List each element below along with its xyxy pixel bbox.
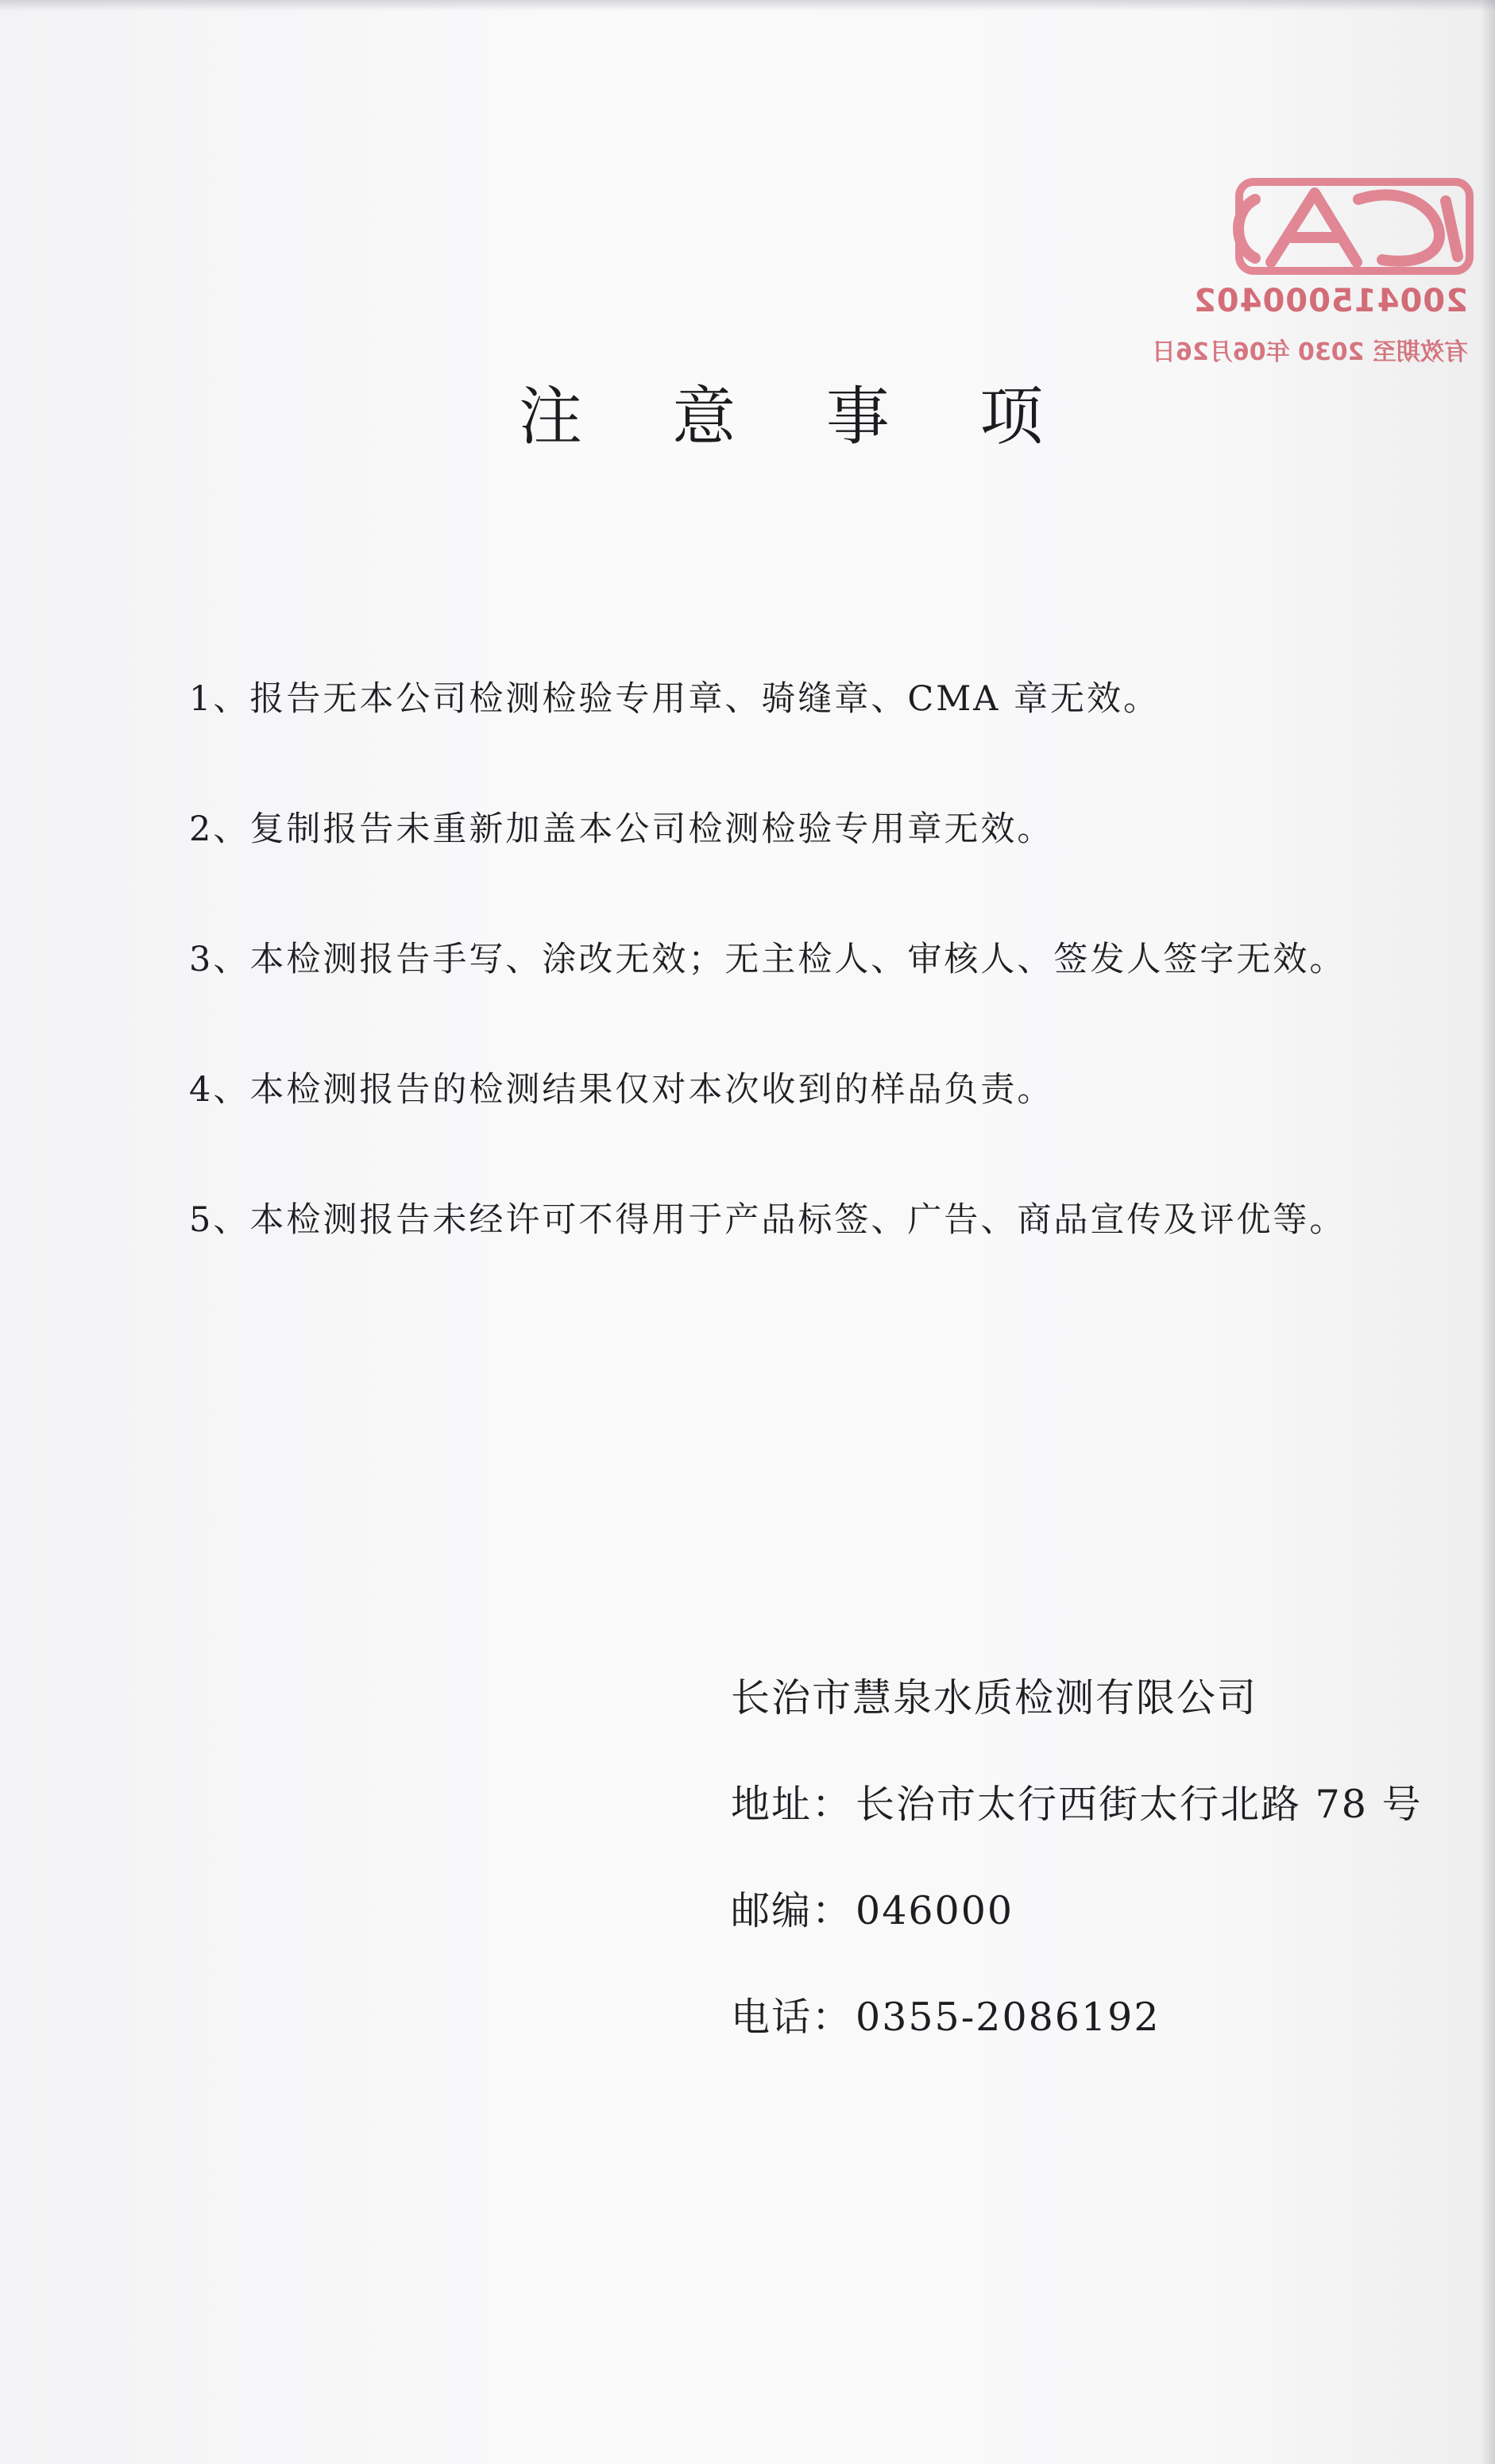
postcode-value: 046000	[856, 1888, 1014, 1933]
notice-item-2: 2、复制报告未重新加盖本公司检测检验专用章无效。	[189, 809, 1054, 849]
notice-item-5: 5、本检测报告未经许可不得用于产品标签、广告、商品宣传及评优等。	[189, 1200, 1346, 1240]
company-phone	[731, 1986, 1446, 2049]
stamp-certificate-number: 200415000402	[1193, 283, 1468, 319]
company-name: 长治市慧泉水质检测有限公司	[731, 1675, 1258, 1721]
notice-item-3: 3、本检测报告手写、涂改无效；无主检人、审核人、签发人签字无效。	[189, 940, 1346, 979]
scan-top-shadow	[0, 0, 1495, 11]
address-label: 地址：	[731, 1782, 853, 1827]
notice-item-4: 4、本检测报告的检测结果仅对本次收到的样品负责。	[189, 1070, 1054, 1110]
company-address	[731, 1773, 1446, 1836]
postcode-label: 邮编：	[731, 1888, 853, 1933]
notice-list	[189, 667, 1460, 1319]
phone-value: 0355-2086192	[856, 1995, 1161, 2040]
phone-label: 电话：	[731, 1995, 853, 2040]
notice-item-1: 1、报告无本公司检测检验专用章、骑缝章、CMA 章无效。	[189, 679, 1161, 719]
page-title: 注 意 事 项	[518, 380, 1079, 454]
stamp-validity-date: 有效期至 2030 年06月26日	[1152, 338, 1468, 366]
company-postcode	[731, 1879, 1446, 1943]
address-value: 长治市太行西街太行北路 78 号	[856, 1782, 1423, 1827]
company-info	[731, 1666, 1446, 2092]
